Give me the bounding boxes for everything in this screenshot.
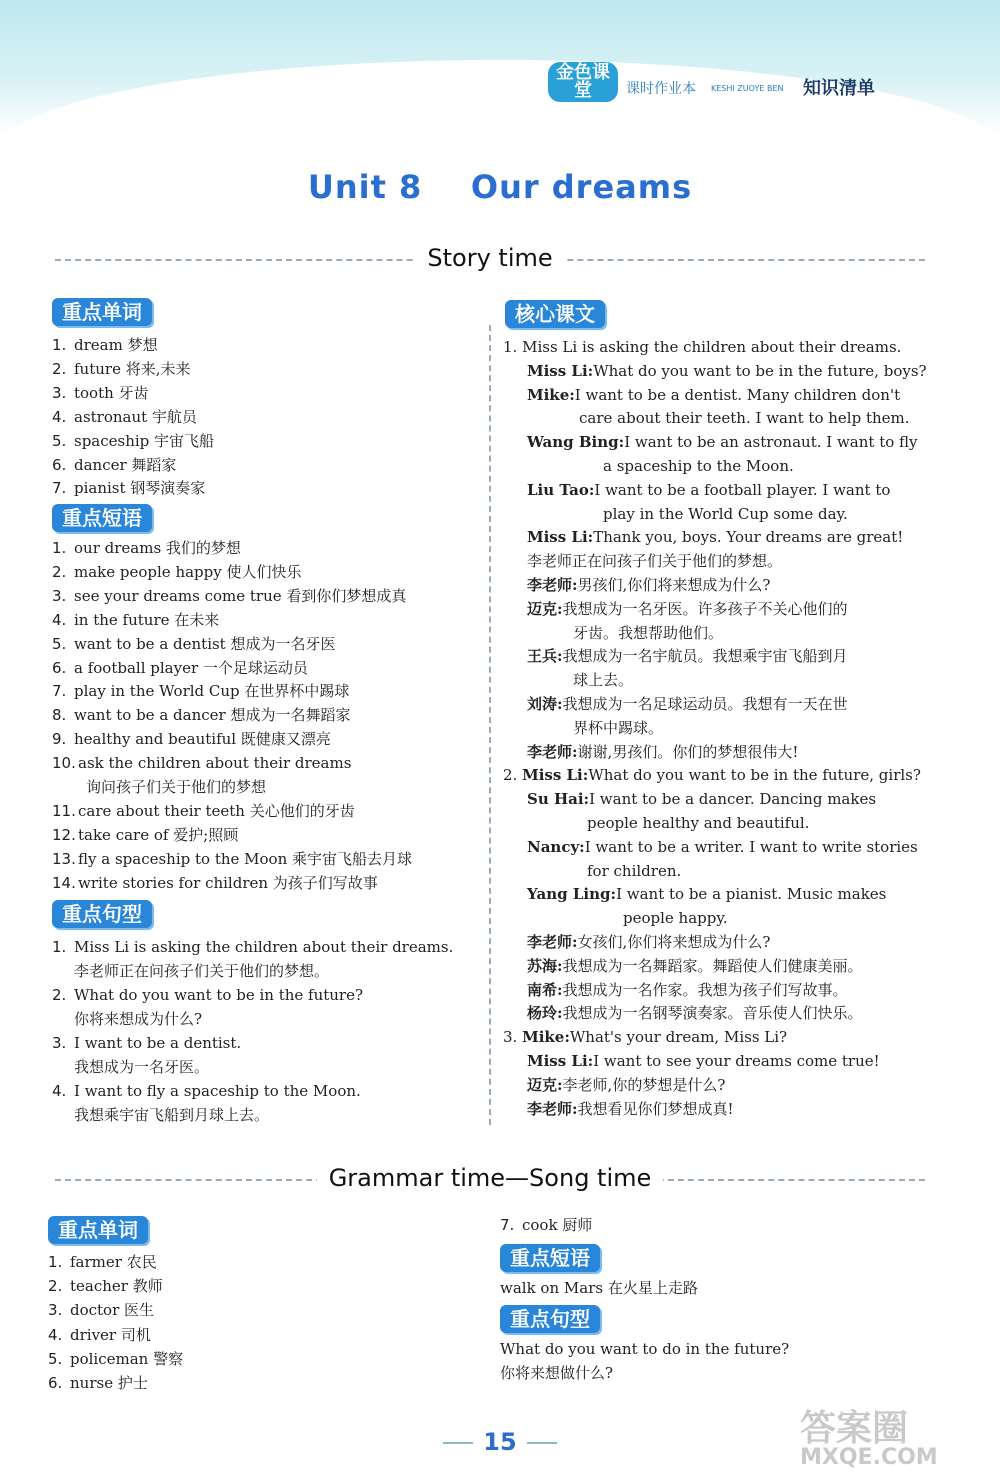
vocab-item <box>52 334 472 358</box>
item-number: 6. <box>48 1374 63 1393</box>
dialogue-line <box>503 598 928 622</box>
grammar-vocab-badge: 重点单词 <box>48 1216 148 1244</box>
line-text: What's your dream, Miss Li? <box>569 1028 788 1047</box>
speaker: Mike: <box>527 385 575 404</box>
dialogue-line <box>503 1098 928 1122</box>
line-text: 我想看见你们梦想成真! <box>577 1099 734 1118</box>
speaker: 迈克: <box>527 1075 563 1094</box>
phrase-text: write stories for children 为孩子们写故事 <box>78 873 378 892</box>
item-number: 3. <box>52 586 67 605</box>
phrase-text: make people happy 使人们快乐 <box>74 562 302 581</box>
item-number: 6. <box>52 658 67 677</box>
item-number: 2. <box>48 1277 63 1296</box>
speaker: 李老师: <box>527 575 578 594</box>
dialogue-line <box>503 741 928 765</box>
page-number: 15 <box>483 1428 517 1456</box>
dialogue-line <box>503 645 928 669</box>
brand-tag: 知识清单 <box>803 78 875 99</box>
vocab-list <box>52 334 472 501</box>
line-continuation: a spaceship to the Moon. <box>603 456 794 475</box>
story-title: Story time <box>415 244 564 272</box>
speaker: 迈克: <box>527 599 563 618</box>
dialogue-line <box>503 1074 928 1098</box>
phrase-item <box>52 848 482 872</box>
line-text: I want to be a writer. I want to write stories <box>584 837 918 856</box>
grammar-sentence <box>500 1338 920 1386</box>
vocab-text: driver 司机 <box>70 1325 151 1344</box>
sentence-en <box>52 983 482 1007</box>
speaker: Miss Li: <box>527 361 594 380</box>
phrase-list <box>52 537 482 896</box>
item-number: 5. <box>52 431 67 450</box>
speaker: 杨玲: <box>527 1004 563 1023</box>
vocab-item <box>52 454 472 478</box>
item-number: 1. <box>52 336 67 354</box>
dialogue-line <box>503 955 928 979</box>
section-title-grammar <box>55 1164 925 1194</box>
phrase-text: care about their teeth 关心他们的牙齿 <box>78 801 355 820</box>
line-text: 我想成为一名足球运动员。我想有一天在世 <box>562 694 848 713</box>
item-number: 11. <box>52 801 76 820</box>
grammar-vocab-item <box>48 1371 468 1395</box>
sentence-zh: 李老师正在问孩子们关于他们的梦想。 <box>74 962 330 980</box>
grammar-vocab-list <box>48 1250 468 1395</box>
line-text: Thank you, boys. Your dreams are great! <box>593 528 904 547</box>
phrase-translation: 询问孩子们关于他们的梦想 <box>86 778 267 797</box>
sentence-zh: 我想成为一名牙医。 <box>74 1058 210 1076</box>
vocab-text: spaceship 宇宙飞船 <box>74 431 215 450</box>
sentence-en <box>52 1031 482 1055</box>
item-number: 1. <box>52 938 67 956</box>
vocab-text: dancer 舞蹈家 <box>74 455 177 474</box>
line-continuation: for children. <box>587 861 682 880</box>
speaker: 李老师: <box>527 1099 578 1118</box>
page-header <box>0 0 1000 135</box>
watermark-top: 答案圈 <box>800 1408 909 1449</box>
item-number: 2. <box>52 986 67 1004</box>
line-continuation: 界杯中踢球。 <box>573 718 664 737</box>
item-number: 1. <box>52 539 67 557</box>
line-continuation: care about their teeth. I want to help them. <box>579 409 910 428</box>
dialogue-line <box>503 693 928 717</box>
sentence-text: I want to be a dentist. <box>74 1034 242 1052</box>
speaker: Miss Li: <box>522 766 589 785</box>
vocab-text: doctor 医生 <box>70 1301 155 1320</box>
speaker: Mike: <box>522 1028 570 1047</box>
vocab-item <box>52 477 472 501</box>
item-number: 5. <box>52 634 67 653</box>
item-number: 10. <box>52 754 76 773</box>
item-number: 2. <box>52 562 67 581</box>
item-number: 7. <box>52 479 67 498</box>
phrase-text: healthy and beautiful 既健康又漂亮 <box>74 730 331 749</box>
item-number: 4. <box>48 1325 63 1344</box>
vocab-text: tooth 牙齿 <box>74 383 149 402</box>
sentence-zh: 我想乘宇宙飞船到月球上去。 <box>74 1106 270 1124</box>
dialogue-line <box>503 883 928 907</box>
phrase-text: our dreams 我们的梦想 <box>74 539 241 557</box>
item-number: 6. <box>52 455 67 474</box>
paragraph-2-intro <box>503 764 928 788</box>
line-continuation: 球上去。 <box>573 671 634 690</box>
paragraph-1-intro <box>503 336 928 360</box>
grammar-vocab-item <box>48 1298 468 1322</box>
brand <box>548 62 908 104</box>
vocab-badge: 重点单词 <box>52 298 152 326</box>
sentence-list <box>52 935 482 1127</box>
watermark-bottom: MXQE.COM <box>800 1445 938 1470</box>
vocab-text: policeman 警察 <box>70 1349 184 1368</box>
phrase-text: ask the children about their dreams <box>78 754 352 773</box>
section-title-story <box>55 244 925 274</box>
item-number: 2. <box>503 766 523 785</box>
phrase-text: fly a spaceship to the Moon 乘宇宙飞船去月球 <box>78 849 413 868</box>
line-text: What do you want to be in the future, boys? <box>593 361 927 380</box>
item-number: 14. <box>52 873 76 892</box>
speaker: Su Hai: <box>527 790 590 809</box>
vocab-text: future 将来,未来 <box>74 359 191 378</box>
vocab-text: nurse 护士 <box>70 1374 148 1393</box>
line-continuation: 牙齿。我想帮助他们。 <box>573 623 724 642</box>
brand-logo: 金色课堂 <box>548 62 618 102</box>
item-number: 12. <box>52 825 76 844</box>
paragraph-3-intro <box>503 1026 928 1050</box>
dialogue-line <box>503 431 928 455</box>
line-text: 谢谢,男孩们。你们的梦想很伟大! <box>577 742 799 761</box>
dialogue-line <box>503 1002 928 1026</box>
phrase-text: in the future 在未来 <box>74 610 220 629</box>
item-number: 4. <box>52 610 67 629</box>
speaker: Miss Li: <box>527 1051 594 1070</box>
grammar-vocab-item <box>48 1250 468 1274</box>
grammar-vocab-item: cook 厨师 <box>522 1216 593 1234</box>
phrase-item <box>52 728 482 752</box>
item-number: 3. <box>52 1034 67 1052</box>
item-number: 3. <box>503 1028 523 1047</box>
line-text: 女孩们,你们将来想成为什么? <box>577 932 771 951</box>
line-text: I want to be a football player. I want to <box>594 480 891 499</box>
item-number: 3. <box>52 383 67 402</box>
item-number: 8. <box>52 706 67 725</box>
item-number: 7. <box>52 682 67 701</box>
vocab-text: teacher 教师 <box>70 1277 163 1296</box>
sentence-en <box>52 1079 482 1103</box>
line-text: 我想成为一名舞蹈家。舞蹈使人们健康美丽。 <box>562 956 863 975</box>
vocab-text: astronaut 宇航员 <box>74 407 197 426</box>
speaker: Nancy: <box>527 837 585 856</box>
text-badge: 核心课文 <box>505 300 605 328</box>
speaker: 刘涛: <box>527 694 563 713</box>
speaker: 李老师: <box>527 932 578 951</box>
phrase-item <box>52 704 482 728</box>
sentence-text: What do you want to be in the future? <box>74 986 364 1004</box>
sentence-badge: 重点句型 <box>52 900 152 928</box>
grammar-sentence-en: What do you want to do in the future? <box>500 1340 790 1358</box>
phrase-item <box>52 633 482 657</box>
dialogue-line <box>503 931 928 955</box>
grammar-vocab-item <box>48 1274 468 1298</box>
speaker: Yang Ling: <box>527 885 617 904</box>
dialogue-line <box>503 479 928 503</box>
speaker: 南希: <box>527 980 563 999</box>
vocab-text: farmer 农民 <box>70 1253 157 1271</box>
item-number: 1. <box>503 338 523 356</box>
vocab-text: pianist 钢琴演奏家 <box>74 479 206 498</box>
column-divider <box>489 325 491 1125</box>
grammar-vocab-item <box>48 1323 468 1347</box>
speaker: Liu Tao: <box>527 480 595 499</box>
dialogue-line <box>503 1050 928 1074</box>
phrase-badge: 重点短语 <box>52 504 152 532</box>
item-number: 13. <box>52 849 76 868</box>
line-text: 李老师,你的梦想是什么? <box>562 1075 726 1094</box>
sentence-text: Miss Li is asking the children about their dreams. <box>74 938 454 956</box>
brand-series: 课时作业本 <box>626 81 696 97</box>
intro-text: Miss Li is asking the children about their dreams. <box>522 338 902 356</box>
phrase-text: play in the World Cup 在世界杯中踢球 <box>74 682 350 701</box>
vocab-item <box>52 358 472 382</box>
phrase-item <box>52 680 482 704</box>
speaker: Wang Bing: <box>527 433 625 452</box>
phrase-item <box>52 800 482 824</box>
sentence-text: I want to fly a spaceship to the Moon. <box>74 1082 361 1100</box>
vocab-text: dream 梦想 <box>74 336 158 354</box>
line-text: I want to be a dentist. Many children don't <box>574 385 901 404</box>
sentence-en <box>52 935 482 959</box>
phrase-item <box>52 609 482 633</box>
line-text: I want to be a dancer. Dancing makes <box>589 790 877 809</box>
phrase-text: want to be a dancer 想成为一名舞蹈家 <box>74 706 351 725</box>
phrase-item <box>52 537 482 561</box>
phrase-text: want to be a dentist 想成为一名牙医 <box>74 634 336 653</box>
phrase-text: take care of 爱护;照顾 <box>78 825 239 844</box>
dialogue-line <box>503 360 928 384</box>
line-continuation: people healthy and beautiful. <box>587 813 810 832</box>
paragraph-1-zh-intro: 李老师正在问孩子们关于他们的梦想。 <box>527 552 783 571</box>
core-text <box>503 336 928 1121</box>
dialogue-line <box>503 836 928 860</box>
phrase-item <box>52 752 482 776</box>
line-text: I want to be an astronaut. I want to fly <box>624 433 918 452</box>
vocab-item <box>52 382 472 406</box>
speaker: 王兵: <box>527 647 563 666</box>
line-text: I want to be a pianist. Music makes <box>616 885 887 904</box>
line-text: 我想成为一名作家。我想为孩子们写故事。 <box>562 980 848 999</box>
line-continuation: people happy. <box>623 909 728 928</box>
line-text: What do you want to be in the future, girls? <box>588 766 921 785</box>
grammar-vocab-item <box>48 1347 468 1371</box>
phrase-item <box>52 872 482 896</box>
line-text: 我想成为一名牙医。许多孩子不关心他们的 <box>562 599 848 618</box>
item-number: 3. <box>48 1301 63 1320</box>
phrase-item <box>52 657 482 681</box>
item-number: 9. <box>52 730 67 749</box>
item-number: 4. <box>52 407 67 426</box>
brand-pinyin: KESHI ZUOYE BEN <box>711 84 784 93</box>
phrase-text: see your dreams come true 看到你们梦想成真 <box>74 586 407 605</box>
dialogue-line <box>503 574 928 598</box>
line-text: 男孩们,你们将来想成为什么? <box>577 575 771 594</box>
line-text: 我想成为一名钢琴演奏家。音乐使人们快乐。 <box>562 1004 863 1023</box>
grammar-vocab-7: 7. cook 厨师 <box>500 1216 593 1234</box>
phrase-item <box>52 561 482 585</box>
vocab-item <box>52 430 472 454</box>
phrase-item <box>52 585 482 609</box>
line-text: I want to see your dreams come true! <box>593 1051 880 1070</box>
speaker: Miss Li: <box>527 528 594 547</box>
dialogue-line <box>503 788 928 812</box>
dialogue-line <box>503 979 928 1003</box>
vocab-item <box>52 406 472 430</box>
item-number: 4. <box>52 1082 67 1100</box>
dialogue-line <box>503 526 928 550</box>
item-number: 5. <box>48 1349 63 1368</box>
speaker: 李老师: <box>527 742 578 761</box>
phrase-text: a football player 一个足球运动员 <box>74 658 308 677</box>
watermark <box>800 1400 990 1475</box>
dialogue-line <box>503 384 928 408</box>
grammar-phrase-badge: 重点短语 <box>500 1244 600 1272</box>
sentence-zh: 你将来想成为什么? <box>74 1010 203 1028</box>
line-text: 我想成为一名宇航员。我想乘宇宙飞船到月 <box>562 647 848 666</box>
item-number: 2. <box>52 359 67 378</box>
phrase-item <box>52 824 482 848</box>
grammar-sentence-badge: 重点句型 <box>500 1305 600 1333</box>
grammar-sentence-zh: 你将来想做什么? <box>500 1363 614 1382</box>
grammar-title: Grammar time—Song time <box>317 1164 664 1192</box>
unit-title: Unit 8 Our dreams <box>307 168 693 206</box>
item-number: 1. <box>48 1253 63 1271</box>
line-continuation: play in the World Cup some day. <box>603 504 848 523</box>
grammar-phrase: walk on Mars 在火星上走路 <box>500 1279 698 1297</box>
speaker: 苏海: <box>527 956 563 975</box>
